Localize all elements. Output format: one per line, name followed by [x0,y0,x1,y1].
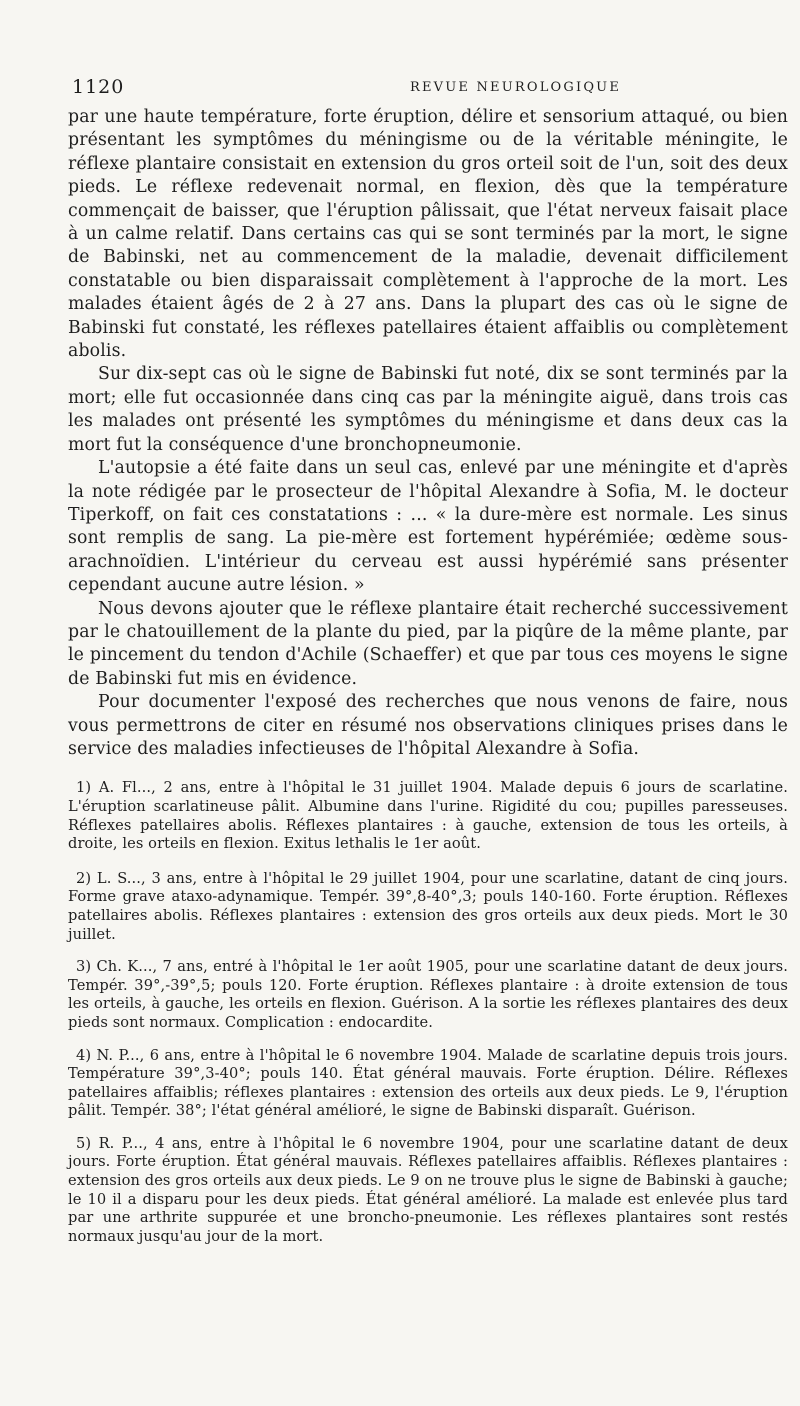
case-report: 4) N. P..., 6 ans, entre à l'hôpital le 6 novembre 1904. Malade de scarlatine depuis trois jours. Température 39°,3-40°; pouls 140. État général mauvais. Forte éruption. Délire. Réflexes patellaires affaiblis; réflexes plantaires : extension des orteils aux deux pieds. Le 9, l'éruption pâlit. Tempér. 38°; l'état général amélioré, le signe de Babinski disparaît. Guérison. [68,1046,788,1120]
page-number: 1120 [72,76,125,98]
case-list [68,779,788,1246]
paragraph: L'autopsie a été faite dans un seul cas, enlevé par une méningite et d'après la note rédigée par le prosecteur de l'hôpital Alexandre à Sofia, M. le docteur Tiperkoff, on fait ces constatations : ... « la dure-mère est normale. Les sinus sont remplis de sang. La pie-mère est fortement hypérémiée; œdème sous-arachnoïdien. L'intérieur du cerveau est aussi hypérémié sans présenter cependant aucune autre lésion. » [68,458,788,596]
paragraph: Pour documenter l'exposé des recherches que nous venons de faire, nous vous permettrons de citer en résumé nos observations cliniques prises dans le service des maladies infectieuses de l'hôpital Alexandre à Sofia. [68,692,788,759]
case-report: 5) R. P..., 4 ans, entre à l'hôpital le 6 novembre 1904, pour une scarlatine datant de deux jours. Forte éruption. État général mauvais. Réflexes patellaires affaiblis. Réflexes plantaires : extension des gros orteils aux deux pieds. Le 9 on ne trouve plus le signe de Babinski à gauche; le 10 il a disparu pour les deux pieds. État général amélioré. La malade est enlevée plus tard par une arthrite suppurée et une broncho-pneumonie. Les réflexes plantaires sont restés normaux jusqu'au jour de la mort. [68,1134,788,1245]
case-report: 2) L. S..., 3 ans, entre à l'hôpital le 29 juillet 1904, pour une scarlatine, datant de cinq jours. Forme grave ataxo-adynamique. Tempér. 39°,8-40°,3; pouls 140-160. Forte éruption. Réflexes patellaires abolis. Réflexes plantaires : extension des gros orteils aux deux pieds. Mort le 30 juillet. [68,869,788,943]
page-header [68,76,788,104]
paragraph: par une haute température, forte éruption, délire et sensorium attaqué, ou bien présentant les symptômes du méningisme ou de la véritable méningite, le réflexe plantaire consistait en extension du gros orteil soit de l'un, soit des deux pieds. Le réflexe redevenait normal, en flexion, dès que la température commençait de baisser, que l'éruption pâlissait, que l'état nerveux faisait place à un calme relatif. Dans certains cas qui se sont terminés par la mort, le signe de Babinski, net au commencement de la maladie, devenait difficilement constatable ou bien disparaissait complètement à l'approche de la mort. Les malades étaient âgés de 2 à 27 ans. Dans la plupart des cas où le signe de Babinski fut constaté, les réflexes patellaires étaient affaiblis ou complètement abolis. [68,107,788,362]
paragraph: Nous devons ajouter que le réflexe plantaire était recherché successivement par le chatouillement de la plante du pied, par la piqûre de la même plante, par le pincement du tendon d'Achile (Schaeffer) et que par tous ces moyens le signe de Babinski fut mis en évidence. [68,598,788,689]
running-title: REVUE NEUROLOGIQUE [410,80,622,95]
page-content [68,76,788,1260]
paragraph: Sur dix-sept cas où le signe de Babinski fut noté, dix se sont terminés par la mort; elle fut occasionnée dans cinq cas par la méningite aiguë, dans trois cas les malades ont présenté les symptômes du méningisme et dans deux cas la mort fut la conséquence d'une bronchopneumonie. [68,364,788,455]
case-report: 3) Ch. K..., 7 ans, entré à l'hôpital le 1er août 1905, pour une scarlatine datant de deux jours. Tempér. 39°,-39°,5; pouls 120. Forte éruption. Réflexes plantaire : à droite extension de tous les orteils, à gauche, les orteils en flexion. Guérison. A la sortie les réflexes plantaires des deux pieds sont normaux. Complication : endocardite. [68,958,788,1031]
case-report: 1) A. Fl..., 2 ans, entre à l'hôpital le 31 juillet 1904. Malade depuis 6 jours de scarlatine. L'éruption scarlatineuse pâlit. Albumine dans l'urine. Rigidité du cou; pupilles paresseuses. Réflexes patellaires abolis. Réflexes plantaires : à gauche, extension de tous les orteils, à droite, les orteils en flexion. Exitus lethalis le 1er août. [68,779,788,853]
main-text [68,106,788,761]
